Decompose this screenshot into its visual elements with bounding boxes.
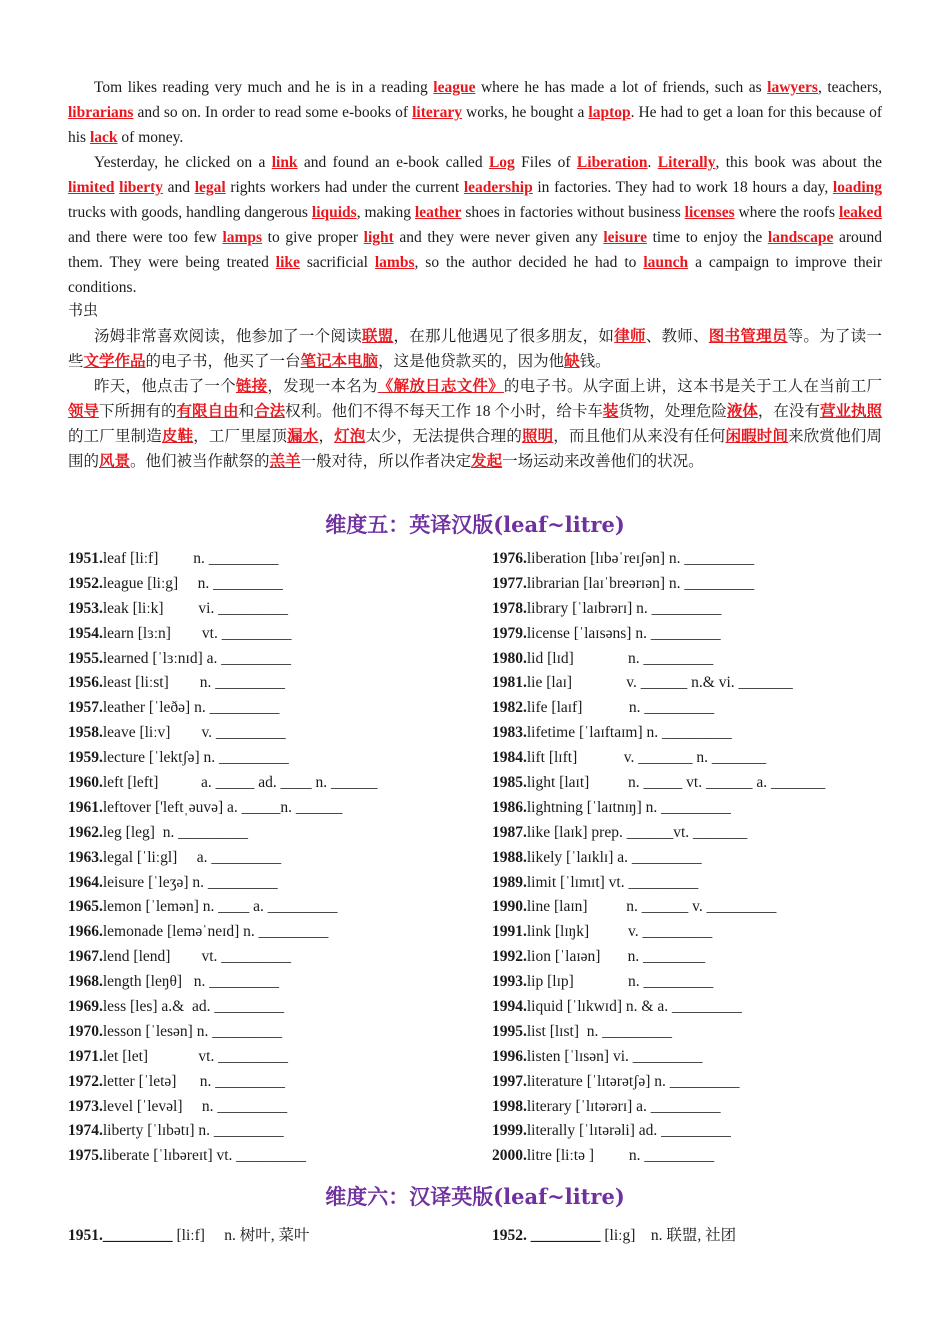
- keyword: 缺: [564, 353, 580, 370]
- vocab-row: [68, 572, 488, 597]
- keyword: 律师: [614, 328, 646, 345]
- entry-text: [liːf] n. 树叶, 菜叶: [172, 1227, 310, 1244]
- vocab-row: [68, 1070, 488, 1095]
- text-run: 一般对待，所以作者决定: [300, 453, 472, 470]
- entry-number: 1968.: [68, 973, 103, 991]
- entry-text: [liːg] n. 联盟, 社团: [600, 1227, 737, 1244]
- text-run: around them. They were being treated: [68, 229, 883, 271]
- entry-number: 1987.: [492, 823, 527, 841]
- text-run: , this book was about the: [715, 154, 883, 171]
- text-run: ，发现一本名为: [267, 378, 378, 395]
- keyword: 闲暇时间: [725, 428, 789, 445]
- text-run: .: [647, 154, 658, 171]
- entry-number: 1960.: [68, 774, 103, 792]
- story-en-paragraph-1: [68, 75, 882, 150]
- entry-number: 1977.: [492, 574, 527, 592]
- text-run: Tom likes reading very much and he is in a reading: [94, 79, 434, 96]
- entry-number: 1983.: [492, 724, 527, 742]
- vocab-row: [492, 1119, 912, 1144]
- keyword: 照明: [521, 428, 554, 445]
- entry-number: 1965.: [68, 898, 103, 916]
- entry-text[interactable]: level [ˈlevəl] n. _________: [102, 1097, 288, 1115]
- keyword: lawyers: [767, 79, 818, 96]
- text-run: ，而且他们从来没有任何: [553, 428, 726, 445]
- keyword: 有限自由: [176, 403, 239, 420]
- entry-number: 1990.: [492, 898, 527, 916]
- vocab-row: [68, 1045, 488, 1070]
- keyword: 链接: [235, 378, 268, 395]
- text-run: of money.: [117, 129, 184, 146]
- entry-text[interactable]: license [ˈlaɪsəns] n. _________: [526, 624, 721, 642]
- text-run: ，在那儿他遇见了很多朋友，如: [393, 328, 615, 345]
- entry-text[interactable]: literary [ˈlɪtərərɪ] a. _________: [526, 1097, 721, 1115]
- keyword: liquids: [311, 204, 357, 221]
- entry-number: 1962.: [68, 823, 103, 841]
- vocab-row: [492, 945, 912, 970]
- vocab-row: [492, 1045, 912, 1070]
- text-run: 的电子书，他买了一台: [145, 353, 301, 370]
- vocab-row: [492, 721, 912, 746]
- vocab-row: [68, 746, 488, 771]
- entry-number: 1957.: [68, 699, 103, 717]
- entry-number: 1993.: [492, 973, 527, 991]
- entry-number: 1986.: [492, 798, 527, 816]
- entry-text[interactable]: liquid [ˈlɪkwɪd] n. & a. _________: [526, 998, 742, 1016]
- text-run: , so the author decided he had to: [414, 254, 644, 271]
- entry-number: 1966.: [68, 923, 103, 941]
- section6-title: 维度六：汉译英版(leaf~litre): [325, 1184, 625, 1209]
- vocab-row: [68, 945, 488, 970]
- vocab-row: [492, 846, 912, 871]
- vocab-row: [68, 597, 488, 622]
- text-run: 的电子书。从字面上讲，这本书是关于工人在当前工厂: [503, 378, 882, 395]
- entry-text[interactable]: lecture [ˈlektʃə] n. _________: [102, 749, 289, 767]
- keyword: 领导: [68, 403, 100, 420]
- keyword: 皮鞋: [161, 428, 194, 445]
- entry-number: 1979.: [492, 624, 527, 642]
- story-zh-paragraph-1: [68, 324, 882, 374]
- section5-left-column: [68, 547, 488, 1169]
- text-run: in factories. They had to work 18 hours a day,: [532, 179, 833, 196]
- entry-text[interactable]: leak [liːk] vi. _________: [102, 599, 288, 617]
- entry-text[interactable]: length [leŋθ] n. _________: [102, 973, 279, 991]
- text-run: . He had to get a loan for this because of his: [68, 104, 882, 146]
- vocab-row: [68, 647, 488, 672]
- vocab-row: [68, 846, 488, 871]
- entry-text[interactable]: learned [ˈlɜːnɪd] a. _________: [102, 649, 292, 667]
- keyword: light: [363, 229, 394, 246]
- entry-number: 1975.: [68, 1147, 103, 1165]
- keyword: loading: [832, 179, 883, 196]
- story-english: [68, 75, 882, 300]
- entry-text[interactable]: library [ˈlaɪbrərɪ] n. _________: [526, 599, 722, 617]
- keyword: licenses: [684, 204, 735, 221]
- keyword: legal: [194, 179, 226, 196]
- text-run: , teachers,: [817, 79, 882, 96]
- vocab-row: [68, 920, 488, 945]
- story-en-paragraph-2: [68, 150, 882, 300]
- story-zh-paragraph-2: [68, 374, 882, 474]
- text-run: 昨天，他点击了一个: [94, 378, 236, 395]
- text-run: and they were never given any: [393, 229, 604, 246]
- entry-number: 1981.: [492, 674, 527, 692]
- entry-number: 1998.: [492, 1097, 527, 1115]
- story-title-zh: 书虫: [68, 303, 99, 319]
- keyword: 灯泡: [334, 428, 366, 445]
- vocab-row: [68, 771, 488, 796]
- entry-text[interactable]: listen [ˈlɪsən] vi. _________: [526, 1047, 703, 1065]
- vocab-row: [492, 771, 912, 796]
- text-run: Files of: [514, 154, 577, 171]
- text-run: , making: [356, 204, 415, 221]
- vocab-row: [68, 871, 488, 896]
- entry-text[interactable]: likely [ˈlaɪklɪ] a. _________: [526, 848, 702, 866]
- keyword: 联盟: [361, 328, 394, 345]
- vocab-row: [492, 597, 912, 622]
- entry-text[interactable]: left [left] a. _____ ad. ____ n. ______: [102, 774, 378, 792]
- entry-text[interactable]: liberation [lɪbəˈreɪʃən] n. _________: [526, 550, 755, 567]
- entry-number: 1999.: [492, 1122, 527, 1140]
- text-run: 货物，处理危险: [618, 403, 727, 420]
- keyword: Log: [488, 154, 515, 171]
- entry-number: 1972.: [68, 1072, 103, 1090]
- text-run: and so on. In order to read some e-books of: [133, 104, 413, 121]
- entry-text[interactable]: lid [lɪd] n. _________: [526, 649, 714, 667]
- vocab-row: [492, 1144, 912, 1169]
- keyword: 营业执照: [819, 403, 882, 420]
- text-run: 。他们被当作献祭的: [130, 453, 270, 470]
- text-run: trucks with goods, handling dangerous: [68, 204, 312, 221]
- entry-number: 1985.: [492, 774, 527, 792]
- entry-text[interactable]: like [laɪk] prep. ______vt. _______: [526, 823, 748, 841]
- entry-number: 1974.: [68, 1122, 103, 1140]
- entry-text[interactable]: liberty [ˈlɪbətɪ] n. _________: [102, 1122, 284, 1140]
- text-run: and: [163, 179, 195, 196]
- keyword: league: [433, 79, 476, 96]
- entry-number: 1976.: [492, 550, 527, 567]
- vocab-row: [492, 871, 912, 896]
- entry-text[interactable]: less [les] a.& ad. _________: [102, 998, 285, 1016]
- text-run: 等。为了读一些: [68, 328, 882, 370]
- text-run: rights workers had under the current: [225, 179, 464, 196]
- text-run: to give proper: [262, 229, 364, 246]
- vocab-row: [492, 746, 912, 771]
- keyword: 液体: [726, 403, 758, 420]
- keyword: limited: [68, 179, 115, 196]
- vocab-row: [492, 796, 912, 821]
- vocab-row: [492, 895, 912, 920]
- vocab-row: [68, 671, 488, 696]
- entry-number: 1984.: [492, 749, 527, 767]
- entry-number: 1988.: [492, 848, 527, 866]
- answer-blank[interactable]: _________: [526, 1227, 601, 1244]
- entry-text[interactable]: lift [lɪft] v. _______ n. _______: [526, 749, 767, 767]
- entry-text[interactable]: list [lɪst] n. _________: [526, 1022, 672, 1040]
- text-run: where he has made a lot of friends, such as: [475, 79, 768, 96]
- entry-number: 1958.: [68, 724, 103, 742]
- entry-text[interactable]: liberate [ˈlɪbəreɪt] vt. _________: [102, 1147, 307, 1165]
- vocab-row: [492, 920, 912, 945]
- keyword: like: [275, 254, 300, 271]
- entry-number: 1959.: [68, 749, 103, 767]
- keyword: link: [271, 154, 298, 171]
- vocab-row: [68, 1119, 488, 1144]
- text-run: where the roofs: [734, 204, 839, 221]
- vocab-row: [68, 1144, 488, 1169]
- keyword: 风景: [99, 453, 131, 470]
- entry-text[interactable]: lemonade [leməˈneɪd] n. _________: [102, 923, 329, 941]
- entry-text[interactable]: lie [laɪ] v. ______ n.& vi. _______: [526, 674, 793, 692]
- entry-number: 1973.: [68, 1097, 103, 1115]
- vocab-row: [492, 696, 912, 721]
- answer-blank[interactable]: _________: [102, 1227, 173, 1244]
- vocab-row: [68, 796, 488, 821]
- keyword: liberty: [119, 179, 164, 196]
- entry-text[interactable]: lemon [ˈlemən] n. ____ a. _________: [102, 898, 338, 916]
- vocab-row: [492, 821, 912, 846]
- vocab-row: [68, 970, 488, 995]
- entry-text[interactable]: literally [ˈlɪtərəli] ad. _________: [526, 1122, 731, 1140]
- vocab-row: [492, 671, 912, 696]
- keyword: lack: [89, 129, 118, 146]
- entry-number: 1995.: [492, 1022, 527, 1040]
- vocab-row: [68, 995, 488, 1020]
- vocab-row: [68, 622, 488, 647]
- entry-number: 1997.: [492, 1072, 527, 1090]
- keyword: 图书管理员: [708, 328, 788, 345]
- entry-text[interactable]: leather [ˈleðə] n. _________: [102, 699, 280, 717]
- vocab-row: [492, 1095, 912, 1120]
- vocab-row: [492, 572, 912, 597]
- text-run: and found an e-book called: [297, 154, 489, 171]
- entry-number: 1963.: [68, 848, 103, 866]
- keyword: 羔羊: [269, 453, 301, 470]
- entry-number: 1980.: [492, 649, 527, 667]
- text-run: 来欣赏他们周围的: [68, 428, 882, 470]
- vocab-row: [68, 895, 488, 920]
- vocab-row: [68, 821, 488, 846]
- text-run: a campaign to improve their conditions.: [68, 254, 883, 296]
- entry-number: 1954.: [68, 624, 103, 642]
- text-run: 的工厂里制造: [68, 428, 162, 445]
- keyword: 合法: [254, 403, 286, 420]
- text-run: sacrificial: [299, 254, 375, 271]
- text-run: works, he bought a: [462, 104, 589, 121]
- text-run: 太少，无法提供合理的: [365, 428, 522, 445]
- entry-text[interactable]: leg [leg] n. _________: [102, 823, 248, 841]
- entry-number: 1970.: [68, 1022, 103, 1040]
- keyword: lamps: [222, 229, 263, 246]
- keyword: 笔记本电脑: [300, 353, 379, 370]
- entry-number: 1953.: [68, 599, 103, 617]
- text-run: shoes in factories without business: [461, 204, 685, 221]
- entry-text[interactable]: light [laɪt] n. _____ vt. ______ a. _______: [526, 774, 826, 792]
- keyword: landscape: [767, 229, 834, 246]
- text-run: 钱。: [579, 353, 611, 370]
- keyword: 发起: [471, 453, 503, 470]
- entry-number: 1969.: [68, 998, 103, 1016]
- text-run: ，: [318, 428, 335, 445]
- entry-number: 1978.: [492, 599, 527, 617]
- keyword: literary: [412, 104, 463, 121]
- keyword: librarians: [68, 104, 134, 121]
- entry-number: 1964.: [68, 873, 103, 891]
- entry-number: 2000.: [492, 1147, 527, 1165]
- keyword: 《解放日志文件》: [377, 378, 504, 395]
- vocab-row: [68, 547, 488, 572]
- entry-text[interactable]: line [laɪn] n. ______ v. _________: [526, 898, 777, 916]
- keyword: lambs: [374, 254, 415, 271]
- entry-text[interactable]: letter [ˈletə] n. _________: [102, 1072, 285, 1090]
- text-run: 权利。他们不得不每天工作 18 个小时，给卡车: [285, 403, 603, 420]
- entry-text[interactable]: life [laɪf] n. _________: [526, 699, 715, 717]
- entry-text[interactable]: legal [ˈliːgl] a. _________: [102, 848, 282, 866]
- vocab-row: [492, 1020, 912, 1045]
- vocab-row: [68, 1020, 488, 1045]
- entry-text[interactable]: lesson [ˈlesən] n. _________: [102, 1022, 282, 1040]
- entry-text[interactable]: lion [ˈlaɪən] n. ________: [526, 948, 706, 966]
- vocab-row: [492, 547, 912, 572]
- entry-text[interactable]: leave [liːv] v. _________: [102, 724, 286, 742]
- entry-number: 1961.: [68, 798, 103, 816]
- section6-right-column: [492, 1224, 912, 1249]
- keyword: Liberation: [576, 154, 648, 171]
- entry-text[interactable]: lend [lend] vt. _________: [102, 948, 292, 966]
- entry-text[interactable]: librarian [laɪˈbreərɪən] n. _________: [526, 574, 755, 592]
- text-run: 、教师、: [645, 328, 709, 345]
- vocab-row: [492, 995, 912, 1020]
- keyword: 文学作品: [83, 353, 146, 370]
- entry-number: 1967.: [68, 948, 103, 966]
- vocab-row: [492, 1224, 912, 1249]
- entry-text[interactable]: lightning [ˈlaɪtnɪŋ] n. _________: [526, 798, 731, 816]
- keyword: 漏水: [287, 428, 319, 445]
- entry-number: 1955.: [68, 649, 103, 667]
- text-run: and there were too few: [68, 229, 223, 246]
- vocab-row: [68, 696, 488, 721]
- entry-number: 1991.: [492, 923, 527, 941]
- entry-number: 1994.: [492, 998, 527, 1016]
- keyword: leisure: [603, 229, 647, 246]
- text-run: 汤姆非常喜欢阅读，他参加了一个阅读: [94, 328, 362, 345]
- text-run: 一场运动来改善他们的状况。: [502, 453, 704, 470]
- entry-number: 1996.: [492, 1047, 527, 1065]
- entry-number: 1956.: [68, 674, 103, 692]
- text-run: Yesterday, he clicked on a: [94, 154, 272, 171]
- vocab-row: [492, 647, 912, 672]
- entry-text[interactable]: let [let] vt. _________: [102, 1047, 288, 1065]
- entry-text[interactable]: leaf [liːf] n. _________: [102, 550, 279, 567]
- keyword: leadership: [463, 179, 533, 196]
- section5-title: 维度五：英译汉版(leaf~litre): [325, 512, 625, 537]
- keyword: leaked: [838, 204, 883, 221]
- text-run: 下所拥有的: [99, 403, 177, 420]
- text-run: ，这是他贷款买的，因为他: [378, 353, 565, 370]
- entry-text[interactable]: lifetime [ˈlaɪftaɪm] n. _________: [526, 724, 732, 742]
- keyword: laptop: [588, 104, 631, 121]
- entry-number: 1982.: [492, 699, 527, 717]
- entry-text[interactable]: litre [liːtə ] n. _________: [526, 1147, 715, 1165]
- text-run: time to enjoy the: [646, 229, 768, 246]
- text-run: ，在没有: [757, 403, 820, 420]
- entry-number: 1992.: [492, 948, 527, 966]
- keyword: launch: [643, 254, 689, 271]
- entry-text[interactable]: league [liːg] n. _________: [102, 574, 283, 592]
- entry-text[interactable]: literature [ˈlɪtərətʃə] n. _________: [526, 1072, 740, 1090]
- entry-number: 1951.: [68, 1227, 103, 1244]
- entry-number: 1989.: [492, 873, 527, 891]
- text-run: 和: [238, 403, 255, 420]
- vocab-row: [68, 1224, 488, 1249]
- entry-text[interactable]: link [lɪŋk] v. _________: [526, 923, 713, 941]
- section5-right-column: [492, 547, 912, 1169]
- section6-left-column: [68, 1224, 488, 1249]
- entry-text[interactable]: learn [lɜːn] vt. _________: [102, 624, 292, 642]
- keyword: leather: [414, 204, 462, 221]
- entry-text[interactable]: leisure [ˈleʒə] n. _________: [102, 873, 278, 891]
- vocab-row: [68, 721, 488, 746]
- vocab-row: [68, 1095, 488, 1120]
- keyword: Literally: [657, 154, 716, 171]
- entry-number: 1952.: [492, 1227, 527, 1244]
- text-run: ，工厂里屋顶: [193, 428, 288, 445]
- vocab-row: [492, 1070, 912, 1095]
- story-chinese: [68, 299, 882, 474]
- vocab-row: [492, 970, 912, 995]
- entry-number: 1952.: [68, 574, 103, 592]
- entry-number: 1951.: [68, 550, 103, 567]
- entry-number: 1971.: [68, 1047, 103, 1065]
- entry-text[interactable]: limit [ˈlɪmɪt] vt. _________: [526, 873, 699, 891]
- entry-text[interactable]: leftover ['leftˌəuvə] a. _____n. ______: [102, 798, 343, 816]
- entry-text[interactable]: lip [lɪp] n. _________: [526, 973, 714, 991]
- keyword: 装: [602, 403, 619, 420]
- entry-text[interactable]: least [liːst] n. _________: [102, 674, 285, 692]
- vocab-row: [492, 622, 912, 647]
